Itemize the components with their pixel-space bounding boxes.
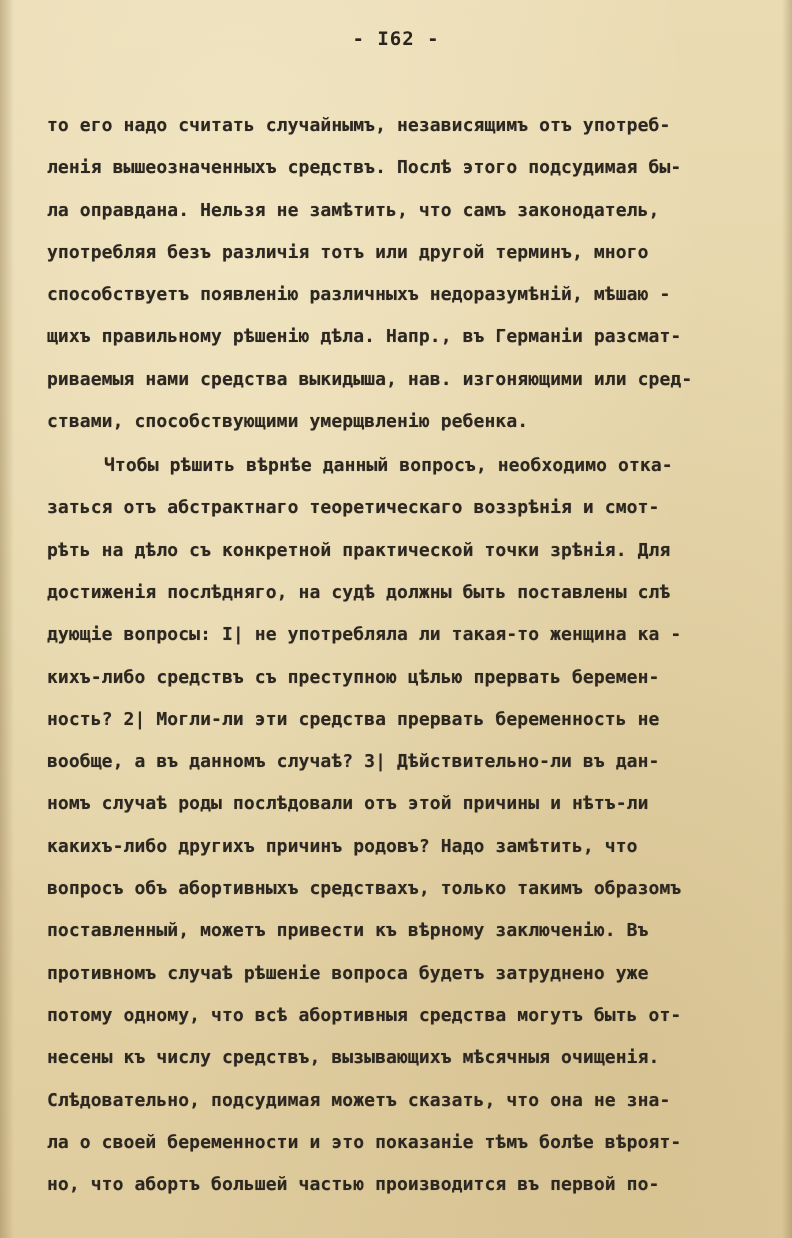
text-line: употребляя безъ различія тотъ или другой терминъ, много [47,241,649,263]
text-line: ла о своей беременности и это показаніе тѣмъ болѣе вѣроят- [47,1131,682,1153]
text-line: достиженія послѣдняго, на судѣ должны быть поставлены слѣ [47,581,671,603]
text-line: ла оправдана. Нельзя не замѣтить, что самъ законодатель, [47,199,660,221]
page-number: - I62 - [352,28,440,50]
text-line: какихъ-либо другихъ причинъ родовъ? Надо замѣтить, что [47,835,638,857]
text-line: несены къ числу средствъ, вызывающихъ мѣсячныя очищенія. [47,1047,660,1069]
text-line: щихъ правильному рѣшенію дѣла. Напр., въ Германіи разсмат- [47,326,682,348]
text-line: кихъ-либо средствъ съ преступною цѣлью прервать беремен- [47,666,660,688]
text-line: противномъ случаѣ рѣшеніе вопроса будетъ затруднено уже [47,962,649,984]
text-line: заться отъ абстрактнаго теоретическаго воззрѣнія и смот- [47,497,660,519]
text-line: дующіе вопросы: I| не употребляла ли такая-то женщина ка - [47,624,682,646]
paragraph-start-line: Чтобы рѣшить вѣрнѣе данный вопросъ, необходимо отка- [104,455,673,477]
text-line: ленія вышеозначенныхъ средствъ. Послѣ этого подсудимая бы- [47,157,682,179]
text-line: номъ случаѣ роды послѣдовали отъ этой причины и нѣтъ-ли [47,793,649,815]
text-line: Слѣдовательно, подсудимая можетъ сказать, что она не зна- [47,1089,671,1111]
text-line: поставленный, можетъ привести къ вѣрному заключенію. Въ [47,920,649,942]
text-line: способствуетъ появленію различныхъ недоразумѣній, мѣшаю - [47,284,671,306]
text-line: ность? 2| Могли-ли эти средства прервать беременность не [47,708,660,730]
text-line: потому одному, что всѣ абортивныя средства могутъ быть от- [47,1004,682,1026]
text-line: рѣть на дѣло съ конкретной практической точки зрѣнія. Для [47,539,671,561]
text-line: ствами, способствующими умерщвленію ребенка. [47,411,529,433]
text-line: вообще, а въ данномъ случаѣ? 3| Дѣйствительно-ли въ дан- [47,751,660,773]
text-line: то его надо считать случайнымъ, независящимъ отъ употреб- [47,115,671,136]
text-line: но, что абортъ большей частью производится въ первой по- [47,1174,660,1196]
text-line: вопросъ объ абортивныхъ средствахъ, только такимъ образомъ [47,878,682,900]
text-line: риваемыя нами средства выкидыша, нав. изгоняющими или сред- [47,368,693,390]
body-text [47,117,767,1218]
